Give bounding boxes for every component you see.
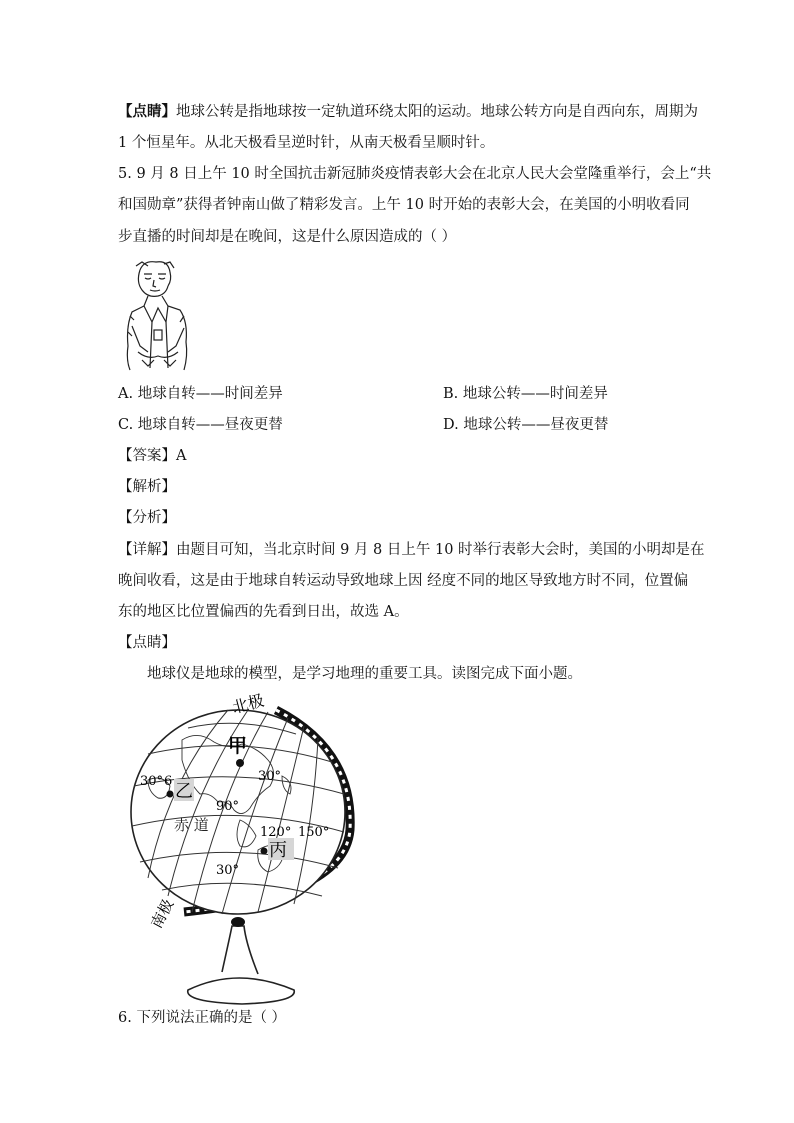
q5-stem-line-1: 5. 9 月 8 日上午 10 时全国抗击新冠肺炎疫情表彰大会在北京人民大会堂隆重举行，会上“共: [118, 166, 712, 182]
globe-label-north-pole: 北极: [230, 690, 266, 718]
q5-detail-line-2: 晚间收看，这是由于地球自转运动导致地球上因 经度不同的地区导致地方时不同，位置偏: [118, 573, 689, 589]
globe-label-jia: 甲: [228, 735, 248, 757]
q5-analysis-tag: 【解析】: [118, 479, 176, 495]
prev-dianjing-line-1: [118, 102, 698, 122]
globe-label-equator: 赤 道: [174, 816, 209, 834]
q5-answer: 【答案】A: [118, 448, 187, 464]
q5-detail-line-3: 东的地区比位置偏西的先看到日出，故选 A。: [118, 604, 409, 620]
globe-label-bing: 丙: [269, 840, 287, 861]
globe-label-150-lon: 150°: [298, 825, 330, 840]
globe-label-30-left: 30°: [140, 774, 164, 789]
globe-stand-neck: [222, 926, 258, 974]
globe-label-30s: 30°: [216, 863, 240, 878]
zhong-nanshan-sketch: [118, 256, 198, 372]
q5-fenxi-tag: 【分析】: [118, 510, 176, 526]
globe-label-120-lon: 120°: [260, 825, 292, 840]
globe-stand-base: [188, 978, 295, 1004]
q5-option-b: B. 地球公转——时间差异: [443, 386, 608, 402]
globe-label-30n: 30°: [258, 769, 282, 784]
globe-label-90-lon: 90°: [216, 799, 240, 814]
point-yi-marker: [167, 791, 174, 798]
point-bing-marker: [261, 848, 268, 855]
q5-stem-line-2: 和国勋章”获得者钟南山做了精彩发言。上午 10 时开始的表彰大会，在美国的小明收看同: [118, 197, 690, 213]
prev-dianjing-tag: 【点睛】: [118, 103, 176, 120]
globe-label-yi: 乙: [175, 781, 193, 802]
q5-stem-line-3: 步直播的时间却是在晚间，这是什么原因造成的（ ）: [118, 229, 457, 245]
q5-option-a: A. 地球自转——时间差异: [118, 386, 283, 402]
globe-figure: [118, 690, 368, 1010]
q5-option-c: C. 地球自转——昼夜更替: [118, 417, 283, 433]
point-jia-marker: [236, 759, 244, 767]
q5-option-d: D. 地球公转——昼夜更替: [443, 417, 609, 433]
q5-dianjing-tag: 【点睛】: [118, 635, 176, 651]
q5-detail-line-1: 【详解】由题目可知，当北京时间 9 月 8 日上午 10 时举行表彰大会时，美国的小明却是在: [118, 542, 705, 558]
globe-label-60-lon: 6: [164, 774, 173, 789]
prev-dianjing-line-2: 1 个恒星年。从北天极看呈逆时针，从南天极看呈顺时针。: [118, 135, 495, 151]
globe-label-south-pole: 南极: [147, 896, 178, 932]
globe-stand-pivot: [231, 917, 245, 927]
prev-dianjing-text-1: 地球公转是指地球按一定轨道环绕太阳的运动。地球公转方向是自西向东，周期为: [176, 104, 698, 120]
q6-stem: 6. 下列说法正确的是（ ）: [118, 1010, 287, 1026]
globe-intro-text: 地球仪是地球的模型，是学习地理的重要工具。读图完成下面小题。: [147, 666, 582, 682]
